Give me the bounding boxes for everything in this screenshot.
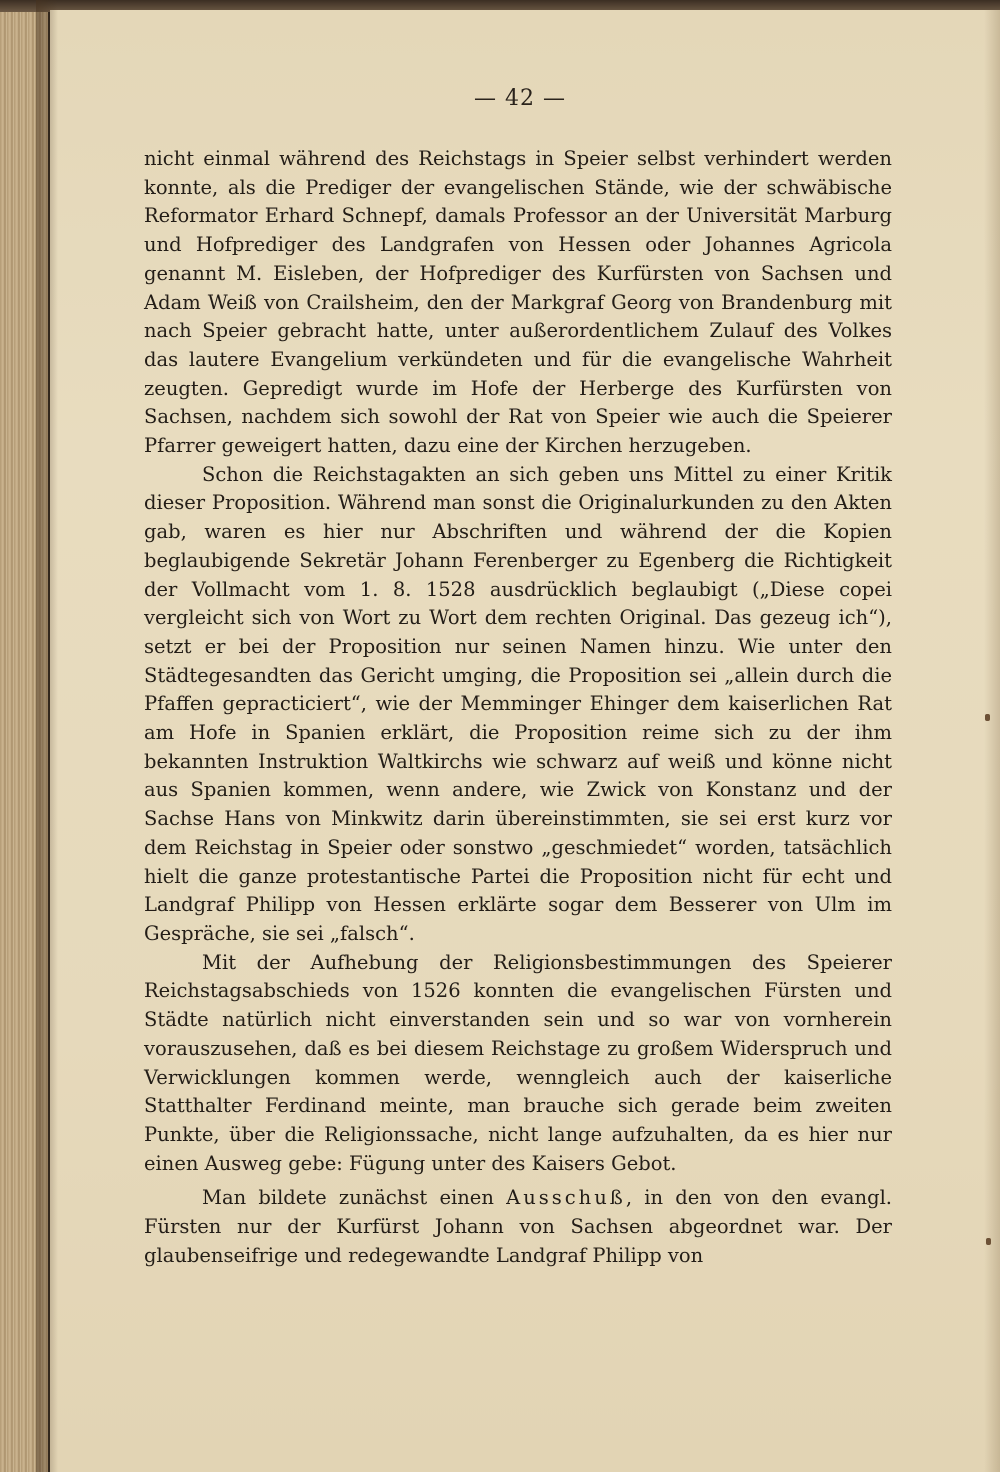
paragraph-4-rest: , in den von den evangl. Fürsten nur der Kurfürst Johann von Sachsen abgeordnet war. Der glaubenseifrige und redegewandte Landgraf Philipp von — [144, 1186, 893, 1267]
spaced-term-ausschuss: Ausschuß — [506, 1186, 626, 1210]
paragraph-4-start: Man bildete zunächst einen — [202, 1186, 507, 1210]
gutter-shadow — [36, 0, 58, 1472]
margin-mark — [985, 714, 990, 721]
paragraph-2: Schon die Reichstagakten an sich geben uns Mittel zu einer Kritik dieser Proposition. Während man sonst die Originalurkunden zu den Akten gab, waren es hier nur Abschriften und während der die Kopien beglaubigende Sekretär Johann Ferenberger zu Egenberg die Richtigkeit der Vollmacht vom 1. 8. 1528 ausdrücklich beglaubigt („Diese copei vergleicht sich von Wort zu Wort dem rechten Original. Das gezeug ich“), setzt er bei der Proposition nur seinen Namen hinzu. Wie unter den Städtegesandten das Gericht umging, die Proposition sei „allein durch die Pfaffen gepracticiert“, wie der Memminger Ehinger dem kaiserlichen Rat am Hofe in Spanien erklärt, die Proposition reime sich zu der ihm bekannten Instruktion Waltkirchs wie schwarz auf weiß und könne nicht aus Spanien kommen, wenn andere, wie Zwick von Konstanz und der Sachse Hans von Minkwitz darin übereinstimmten, sie sei erst kurz vor dem Reichstag in Speier oder sonstwo „geschmiedet“ worden, tatsächlich hielt die ganze protestantische Partei die Proposition nicht für echt und Landgraf Philipp von Hessen erklärte sogar dem Besserer von Ulm im Gespräche, sie sei „falsch“. — [144, 462, 892, 945]
page-number: — 42 — — [474, 86, 566, 111]
paragraph-3: Mit der Aufhebung der Religionsbestimmungen des Speierer Reichstagsabschieds von 1526 konnten die evangelischen Fürsten und Städte natürlich nicht einverstanden sein und so war von vornherein vorauszusehen, daß es bei diesem Reichstage zu großem Widerspruch und Verwicklungen kommen werde, wenngleich auch der kaiserliche Statthalter Ferdinand meinte, man brauche sich gerade beim zweiten Punkte, über die Religionssache, nicht lange aufzuhalten, da es hier nur einen Ausweg gebe: Fügung unter des Kaisers Gebot. — [144, 950, 892, 1175]
paragraph-1: nicht einmal während des Reichstags in Speier selbst verhindert werden konnte, als die Prediger der evangelischen Stände, wie der schwäbische Reformator Erhard Schnepf, damals Professor an der Universität Marburg und Hofprediger des Landgrafen von Hessen oder Johannes Agricola genannt M. Eisleben, der Hofprediger des Kurfürsten von Sachsen und Adam Weiß von Crailsheim, den der Markgraf Georg von Brandenburg mit nach Speier gebracht hatte, unter außerordentlichem Zulauf des Volkes das lautere Evangelium verkündeten und für die evangelische Wahrheit zeugten. Gepredigt wurde im Hofe der Herberge des Kurfürsten von Sachsen, nachdem sich sowohl der Rat von Speier wie auch die Speierer Pfarrer geweigert hatten, dazu eine der Kirchen herzugeben. — [144, 147, 892, 458]
paragraph-4 — [144, 1184, 892, 1270]
margin-mark — [986, 1238, 991, 1245]
body-text — [144, 145, 892, 1270]
